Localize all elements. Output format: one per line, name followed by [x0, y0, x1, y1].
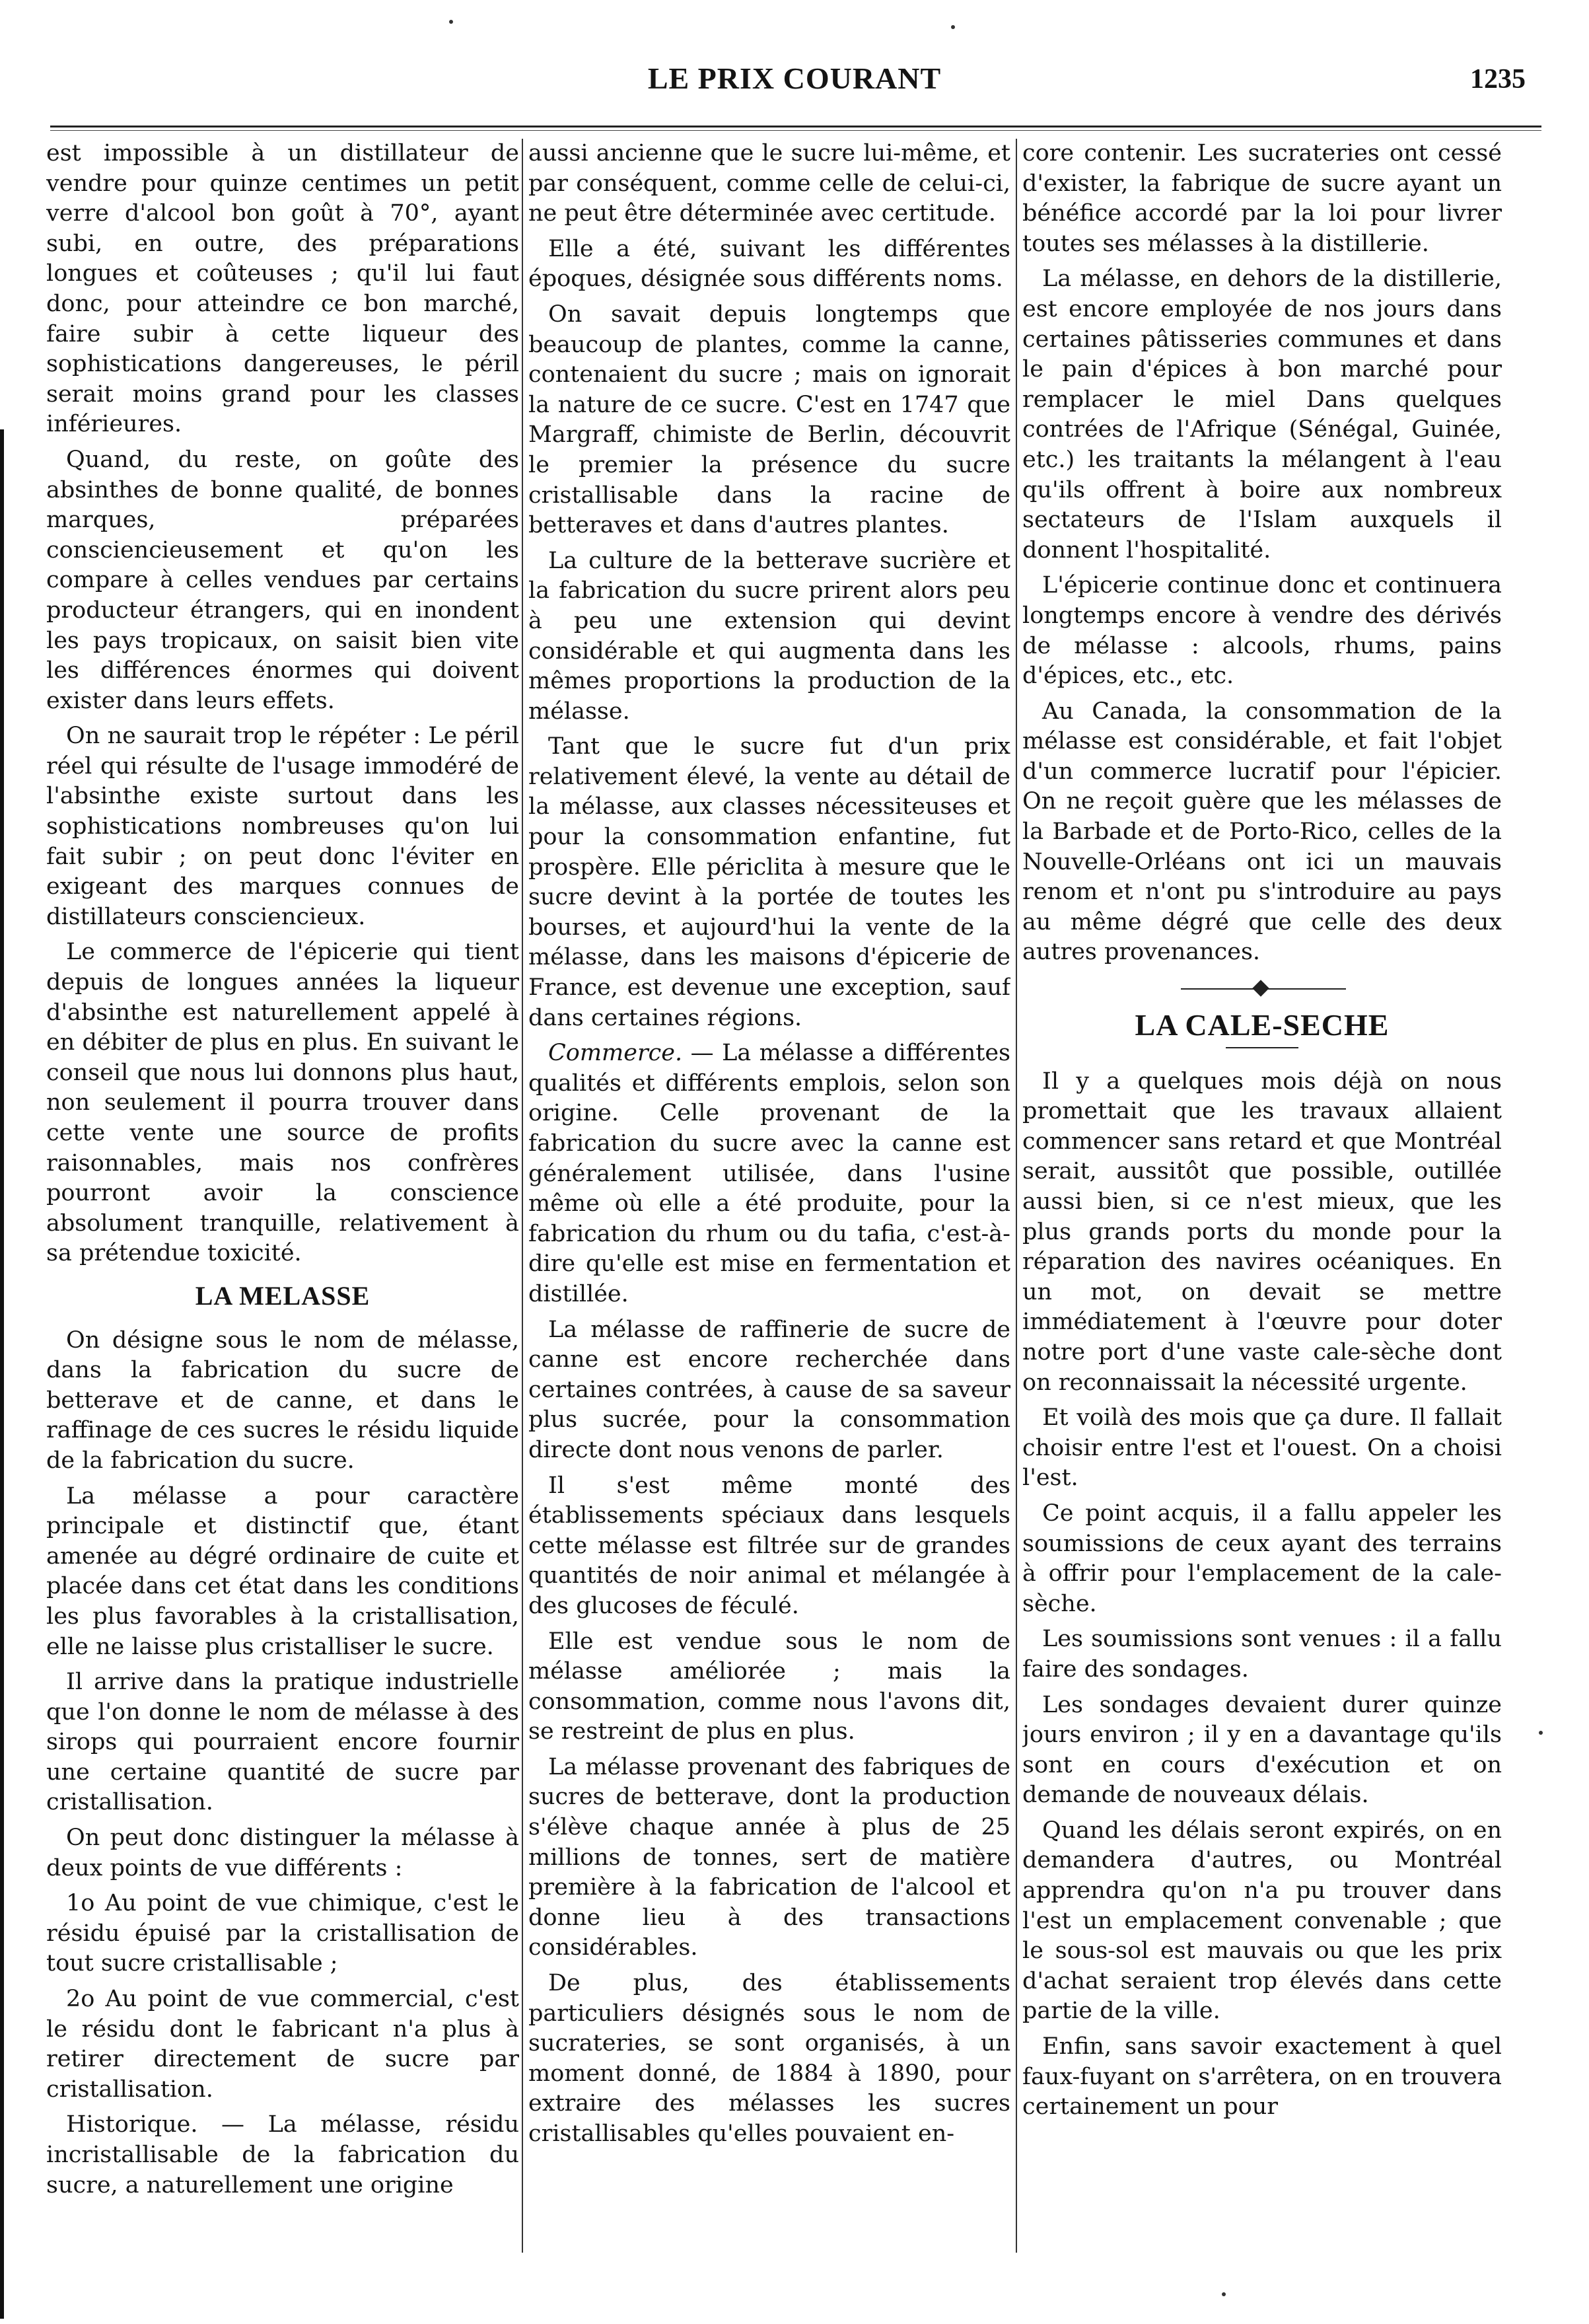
paragraph: On désigne sous le nom de mélasse, dans la fabrication du sucre de betterave et de canne, et dans le raffinage de ces sucres le résidu liquide de la fabrication du sucre. — [46, 1326, 519, 1474]
paragraph: La mélasse a pour caractère principale et distinctif que, étant amenée au dégré ordinaire de cuite et placée dans cet état dans les conditions les plus favorables à la cristallisation, elle ne laisse plus cristalliser le sucre. — [46, 1482, 519, 1660]
paragraph-commerce — [528, 1038, 1010, 1309]
paragraph: aussi ancienne que le sucre lui-même, et par conséquent, comme celle de celui-ci, ne peut être déterminée avec certitude. — [528, 140, 1010, 227]
paragraph: L'épicerie continue donc et continuera longtemps encore à vendre des dérivés de mélasse : alcools, rhums, pains d'épices, etc., etc. — [1022, 572, 1502, 690]
paragraph: 2o Au point de vue commercial, c'est le résidu dont le fabricant n'a plus à retirer directement de sucre par cristallisation. — [46, 1986, 519, 2103]
column-divider-2 — [1016, 139, 1017, 2253]
column-1 — [46, 139, 519, 2256]
paragraph: Tant que le sucre fut d'un prix relativement élevé, la vente au détail de la mélasse, aux classes nécessiteuses et pour la consommation enfantine, fut prospère. Elle périclita à mesure que le sucre devint à la portée de toutes les bourses, et aujourd'hui la vente de la mélasse, dans les maisons d'épicerie de France, est devenue une exception, sauf dans certaines régions. — [528, 733, 1010, 1031]
paragraph: Les sondages devaient durer quinze jours environ ; il y en a davantage qu'ils sont en cours d'exécution et on demande de nouveaux délais. — [1022, 1691, 1502, 1809]
paragraph: Il s'est même monté des établissements spéciaux dans lesquels cette mélasse est filtrée sur de grandes quantités de noir animal et mélangée à des glucoses de féculé. — [528, 1472, 1010, 1619]
paragraph: La culture de la betterave sucrière et la fabrication du sucre prirent alors peu à peu une extension qui devint considérable et qui augmenta dans les mêmes proportions la production de la mélasse. — [528, 547, 1010, 725]
section-heading-cale-seche: LA CALE-SECHE — [1135, 1008, 1390, 1042]
header-rule — [50, 126, 1541, 127]
paragraph: Elle est vendue sous le nom de mélasse améliorée ; mais la consommation, comme nous l'avons dit, se restreint de plus en plus. — [528, 1628, 1010, 1745]
column-2 — [528, 139, 1010, 2256]
paragraph: La mélasse provenant des fabriques de sucres de betterave, dont la production s'élève chaque année à plus de 25 millions de tonnes, sert de matière première à la fabrication de l'alcool et donne lieu à des transactions considérables. — [528, 1753, 1010, 1961]
paragraph: Enfin, sans savoir exactement à quel faux-fuyant on s'arrêtera, on en trouvera certainement un pour — [1022, 2033, 1502, 2121]
scan-speck — [951, 25, 955, 29]
section-ornament — [1022, 976, 1502, 1002]
paragraph: Et voilà des mois que ça dure. Il fallait choisir entre l'est et l'ouest. On a choisi l'est. — [1022, 1404, 1502, 1492]
paragraph: Les soumissions sont venues : il a fallu faire des sondages. — [1022, 1626, 1502, 1683]
paragraph: Le commerce de l'épicerie qui tient depuis de longues années la liqueur d'absinthe est naturellement appelé à en débiter de plus en plus. En suivant le conseil que nous lui donnons plus haut, non seulement il pourra trouver dans cette vente une source de profits raisonnables, mais nos confrères pourront avoir la conscience absolument tranquille, relativement à sa prétendue toxicité. — [46, 939, 519, 1267]
paragraph: La mélasse de raffinerie de sucre de canne est encore recherchée dans certaines contrées, à cause de sa saveur plus sucrée, pour la consommation directe dont nous venons de parler. — [528, 1316, 1010, 1463]
paragraph: core contenir. Les sucrateries ont cessé d'exister, la fabrique de sucre ayant un bénéfice accordé par la loi pour livrer toutes ses mélasses à la distillerie. — [1022, 140, 1502, 257]
paragraph: est impossible à un distillateur de vendre pour quinze centimes un petit verre d'alcool bon goût à 70°, ayant subi, en outre, des préparations longues et coûteuses ; qu'il lui faut donc, pour atteindre ce bon marché, faire subir à cette liqueur des sophistications dangereuses, le péril serait moins grand pour les classes inférieures. — [46, 140, 519, 438]
paragraph: La mélasse, en dehors de la distillerie, est encore employée de nos jours dans certaines pâtisseries communes et dans le pain d'épices à bon marché pour remplacer le miel Dans quelques contrées de l'Afrique (Sénégal, Guinée, etc.) les traitants la mélangent à l'eau qu'ils offrent à boire aux nombreux sectateurs de l'Islam auxquels il donnent l'hospitalité. — [1022, 266, 1502, 563]
paragraph-text: — La mélasse a différentes qualités et différents emplois, selon son origine. Celle provenant de la fabrication du sucre avec la canne est généralement utilisée, dans l'usine même où elle a été produite, pour la fabrication du rhum ou du tafia, c'est-à-dire qu'elle est mise en fermentation et distillée. — [528, 1040, 1010, 1307]
column-divider-1 — [522, 139, 523, 2253]
paragraph: On ne saurait trop le répéter : Le péril réel qui résulte de l'usage immodéré de l'absinthe existe surtout dans les sophistications nombreuses qu'on lui fait subir ; on peut donc l'éviter en exigeant des marques connues de distillateurs consciencieux. — [46, 723, 519, 930]
scan-edge-shadow — [0, 429, 4, 2319]
column-3 — [1022, 139, 1502, 2256]
paragraph: Elle a été, suivant les différentes époques, désignée sous différents noms. — [528, 235, 1010, 293]
paragraph: Quand les délais seront expirés, on en demandera d'autres, ou Montréal apprendra qu'on n'a pu trouver dans l'est un emplacement convenable ; que le sous-sol est mauvais ou que les prix d'achat seraient trop élevés dans cette partie de la ville. — [1022, 1817, 1502, 2025]
paragraph: Au Canada, la consommation de la mélasse est considérable, et fait l'objet d'un commerce lucratif pour l'épicier. On ne reçoit guère que les mélasses de la Barbade et de Porto-Rico, celles de la Nouvelle-Orléans ont ici un mauvais renom et n'ont pu s'introduire au pays au même dégré que celle des deux autres provenances. — [1022, 698, 1502, 966]
paragraph: On savait depuis longtemps que beaucoup de plantes, comme la canne, contenaient du sucre ; mais on ignorait la nature de ce sucre. C'est en 1747 que Margraff, chimiste de Berlin, découvrit le premier la présence du sucre cristallisable dans la racine de betteraves et dans d'autres plantes. — [528, 301, 1010, 539]
section-heading-melasse: LA MELASSE — [195, 1280, 371, 1311]
paragraph: Historique. — La mélasse, résidu incristallisable de la fabrication du sucre, a naturellement une origine — [46, 2111, 519, 2198]
page-number: 1235 — [1470, 64, 1526, 94]
page-header-title: LE PRIX COURANT — [647, 61, 942, 95]
heading-underline — [1226, 1047, 1298, 1048]
paragraph: 1o Au point de vue chimique, c'est le résidu épuisé par la cristallisation de tout sucre cristallisable ; — [46, 1890, 519, 1977]
paragraph: On peut donc distinguer la mélasse à deux points de vue différents : — [46, 1825, 519, 1881]
paragraph: De plus, des établissements particuliers désignés sous le nom de sucrateries, se sont organisés, à un moment donné, de 1884 à 1890, pour extraire des mélasses les sucres cristallisables qu'elles pouvaient en- — [528, 1970, 1010, 2147]
scan-speck — [1222, 2292, 1226, 2296]
paragraph: Quand, du reste, on goûte des absinthes de bonne qualité, de bonnes marques, préparées consciencieusement et qu'on les compare à celles vendues par certains producteur étrangers, qui en inondent les pays tropicaux, on saisit bien vite les différences énormes qui doivent exister dans leurs effets. — [46, 446, 519, 714]
scan-speck — [1539, 1731, 1543, 1735]
scan-speck — [449, 20, 453, 24]
ornament-diamond-icon — [1252, 980, 1269, 996]
paragraph: Ce point acquis, il a fallu appeler les soumissions de ceux ayant des terrains à offrir pour l'emplacement de la cale-sèche. — [1022, 1500, 1502, 1617]
run-in-label: Commerce. — [548, 1040, 683, 1067]
paragraph: Il y a quelques mois déjà on nous promettait que les travaux allaient commencer sans retard et que Montréal serait, aussitôt que possible, outillée aussi bien, si ce n'est mieux, que les plus grands ports du monde pour la réparation des navires océaniques. En un mot, on devait se mettre immédiatement à l'œuvre pour doter notre port d'une vaste cale-sèche dont on reconnaissait la nécessité urgente. — [1022, 1068, 1502, 1396]
header-rule-thin — [50, 130, 1541, 131]
paragraph: Il arrive dans la pratique industrielle que l'on donne le nom de mélasse à des sirops qui pourraient encore fournir une certaine quantité de sucre par cristallisation. — [46, 1669, 519, 1816]
